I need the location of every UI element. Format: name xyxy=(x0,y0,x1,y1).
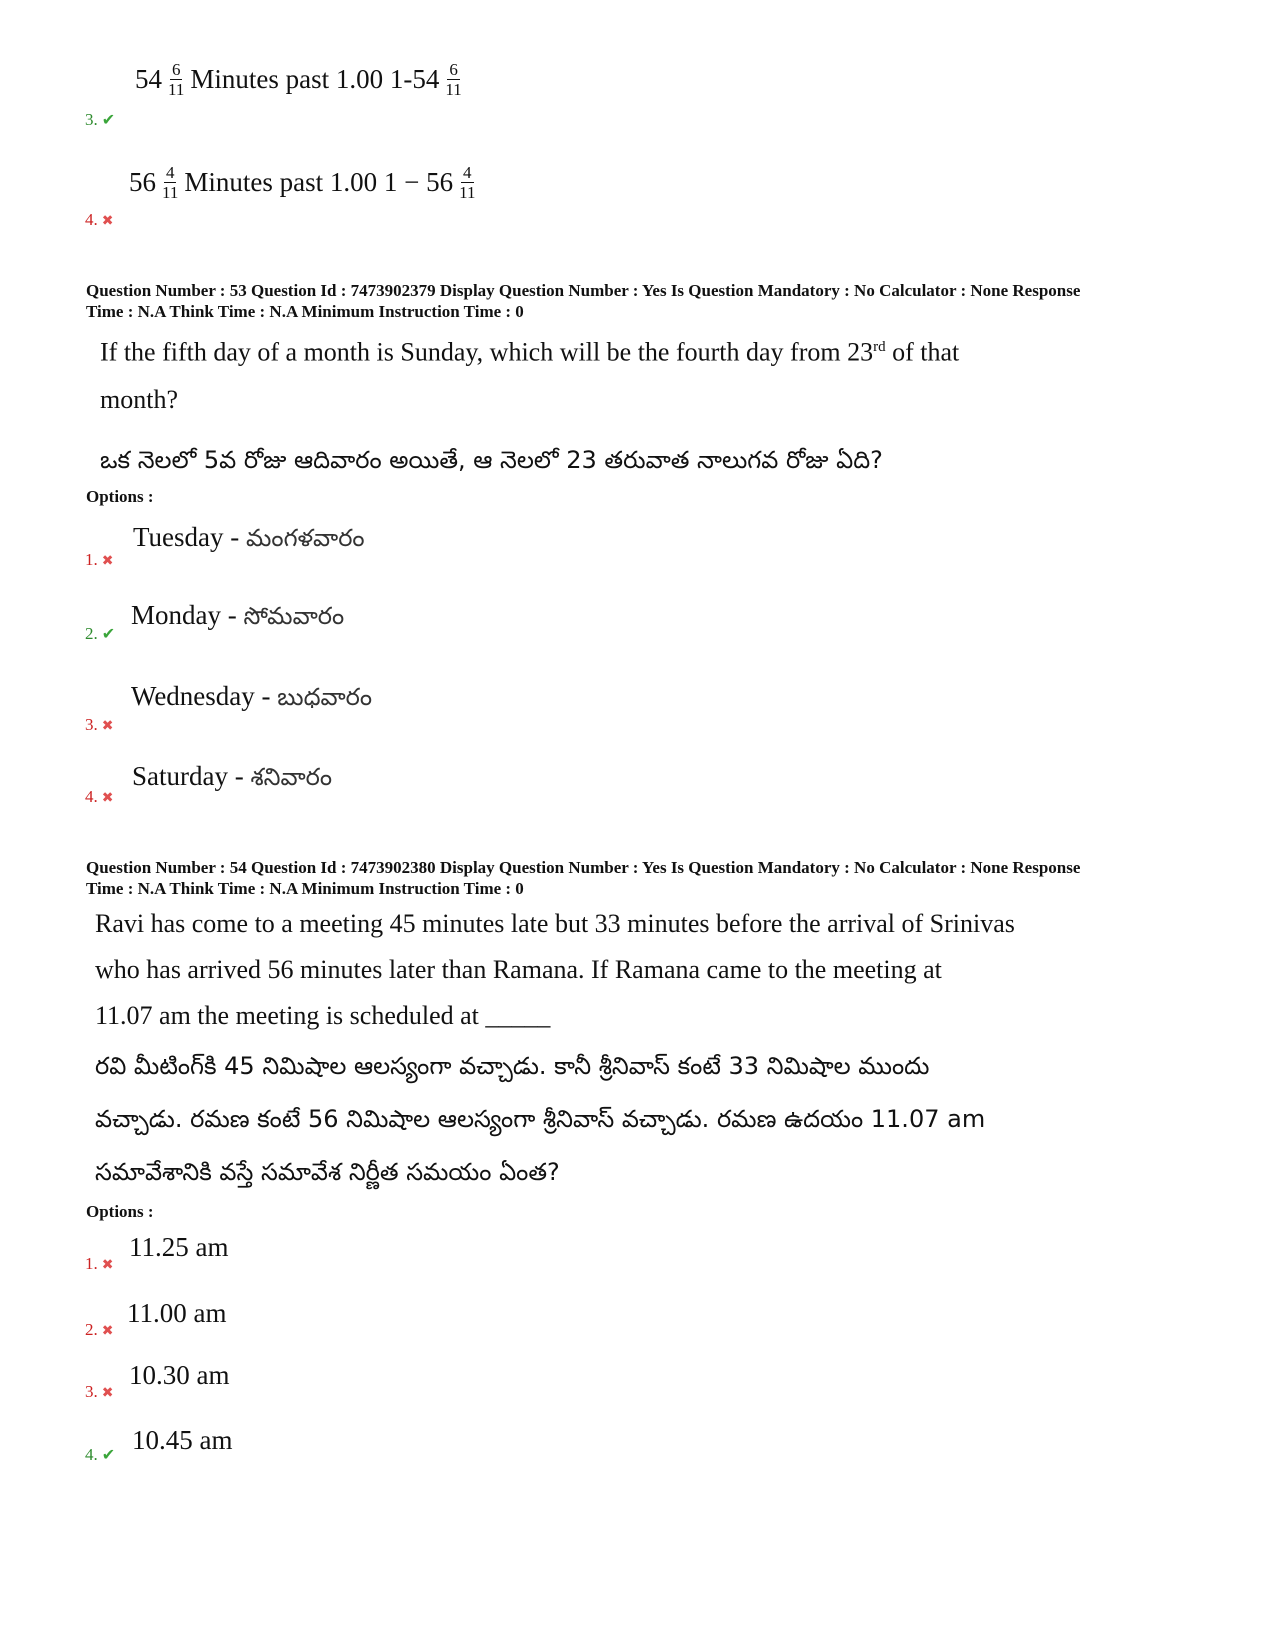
q54-meta-line1: Question Number : 54 Question Id : 7473902380 Display Question Number : Yes Is Question Mandatory : No Calculator : None Response xyxy=(86,858,1081,877)
q53-meta-line2: Time : N.A Think Time : N.A Minimum Instruction Time : 0 xyxy=(86,302,524,321)
whole-number: 56 xyxy=(129,167,156,197)
q53-options-label: Options : xyxy=(86,487,154,506)
q53-meta xyxy=(86,280,1196,322)
cross-icon: ✖ xyxy=(101,554,114,569)
q53-meta-line1: Question Number : 53 Question Id : 7473902379 Display Question Number : Yes Is Question Mandatory : No Calculator : None Response xyxy=(86,281,1081,300)
option-text: Minutes past 1.00 1-54 xyxy=(190,64,440,94)
fraction: $\frac{4}{11}$ xyxy=(459,163,476,202)
q54-text-en: Ravi has come to a meeting 45 minutes late but 33 minutes before the arrival of Srinivas who has arrived 56 minutes later than Ramana. If Ramana came to the meeting at 11.07 am the meeting is scheduled at _____ xyxy=(95,909,1015,1030)
check-icon: ✔ xyxy=(101,626,116,643)
cross-icon: ✖ xyxy=(101,791,114,806)
q53-text-te: ఒక నెలలో 5వ రోజు ఆదివారం అయితే, ఆ నెలలో 23 తరువాత నాలుగవ రోజు ఏది? xyxy=(100,446,883,474)
option-number: 3. xyxy=(85,110,98,129)
option-number: 4. xyxy=(85,210,98,229)
cross-icon: ✖ xyxy=(101,1258,114,1273)
option-number: 3. xyxy=(85,1382,98,1401)
whole-number: 54 xyxy=(135,64,162,94)
cross-icon: ✖ xyxy=(101,1386,114,1401)
option-number: 4. xyxy=(85,1445,98,1464)
check-icon: ✔ xyxy=(101,112,116,129)
fraction: $\frac{6}{11}$ xyxy=(445,60,462,99)
q54-options-label: Options : xyxy=(86,1202,154,1221)
q54-meta-line2: Time : N.A Think Time : N.A Minimum Instruction Time : 0 xyxy=(86,879,524,898)
prev-option-4-text xyxy=(129,163,481,202)
q54-meta xyxy=(86,857,1196,899)
prev-option-3-text xyxy=(135,60,468,99)
fraction: $\frac{6}{11}$ xyxy=(168,60,185,99)
check-icon: ✔ xyxy=(101,1447,116,1464)
option-number: 4. xyxy=(85,787,98,806)
fraction: $\frac{4}{11}$ xyxy=(162,163,179,202)
cross-icon: ✖ xyxy=(101,214,114,229)
option-number: 2. xyxy=(85,1320,98,1339)
cross-icon: ✖ xyxy=(101,719,114,734)
q54-text-te: రవి మీటింగ్‌కి 45 నిమిషాల ఆలస్యంగా వచ్చాడు. కానీ శ్రీనివాస్ కంటే 33 నిమిషాల ముందు వచ్చాడు. రమణ కంటే 56 నిమిషాల ఆలస్యంగా శ్రీనివాస్ వచ్చాడు. రమణ ఉదయం 11.07 am సమావేశానికి వస్తే సమావేశ నిర్ణీత సమయం ఏంత? xyxy=(95,1052,986,1186)
option-text: Minutes past 1.00 1 − 56 xyxy=(184,167,454,197)
cross-icon: ✖ xyxy=(101,1324,114,1339)
option-number: 1. xyxy=(85,1254,98,1273)
q53-text-en: If the fifth day of a month is Sunday, which will be the fourth day from 23rd of that month? xyxy=(100,337,960,414)
option-number: 2. xyxy=(85,624,98,643)
option-number: 3. xyxy=(85,715,98,734)
option-number: 1. xyxy=(85,550,98,569)
